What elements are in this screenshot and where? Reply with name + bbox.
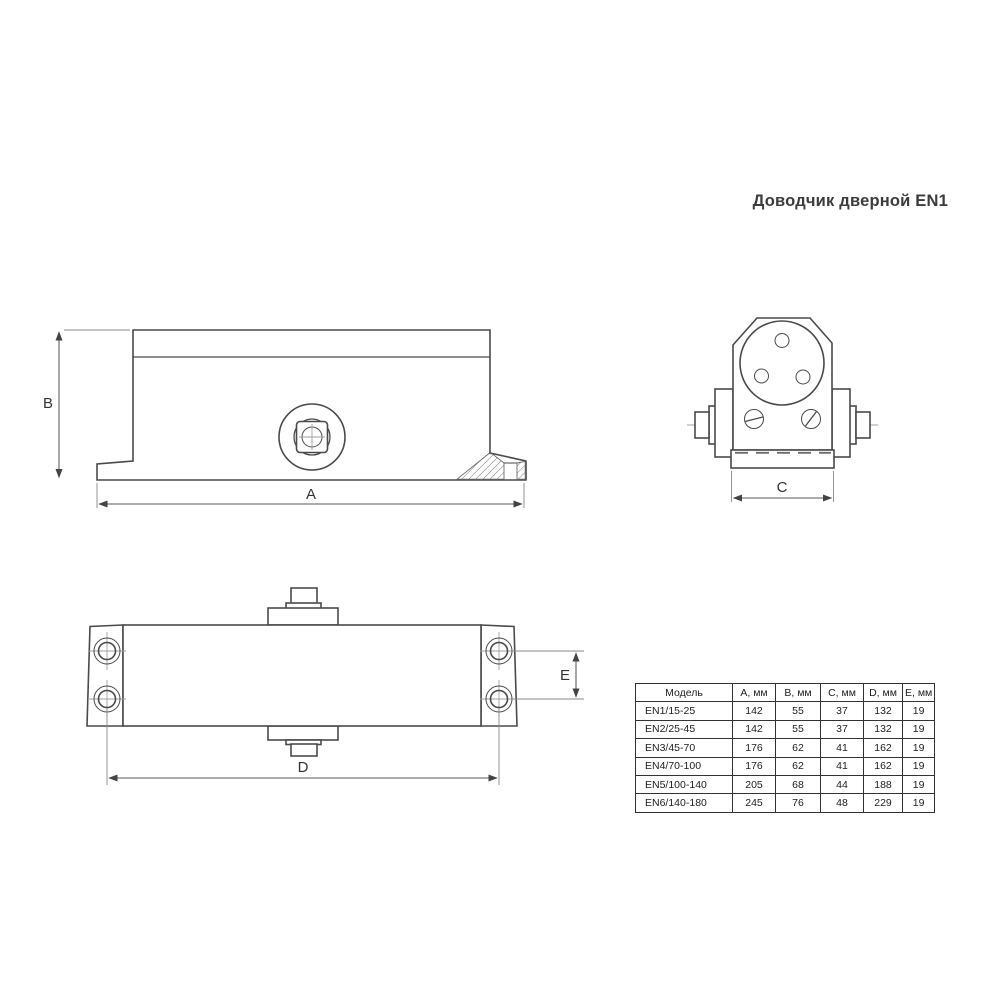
value-cell: 162 bbox=[864, 739, 903, 757]
value-cell: 19 bbox=[903, 720, 935, 738]
dimension-C bbox=[732, 471, 834, 502]
model-cell: EN3/45-70 bbox=[636, 739, 733, 757]
table-header-cell: E, мм bbox=[903, 684, 935, 702]
value-cell: 19 bbox=[903, 757, 935, 775]
value-cell: 142 bbox=[733, 720, 776, 738]
table-row bbox=[636, 720, 935, 738]
top-view-body bbox=[123, 625, 481, 726]
table-row bbox=[636, 757, 935, 775]
bottom-shaft-boss bbox=[268, 726, 338, 756]
value-cell: 55 bbox=[776, 720, 821, 738]
page-title: Доводчик дверной EN1 bbox=[752, 192, 948, 210]
value-cell: 176 bbox=[733, 739, 776, 757]
value-cell: 37 bbox=[821, 702, 864, 720]
pinion-shaft bbox=[279, 404, 345, 470]
spec-table-head bbox=[636, 684, 935, 702]
dim-label-e: E bbox=[559, 667, 571, 684]
valve-left bbox=[695, 406, 716, 444]
value-cell: 37 bbox=[821, 720, 864, 738]
value-cell: 41 bbox=[821, 757, 864, 775]
model-cell: EN5/100-140 bbox=[636, 775, 733, 793]
end-view-block-right bbox=[832, 389, 850, 457]
dimension-E bbox=[512, 651, 584, 699]
model-cell: EN2/25-45 bbox=[636, 720, 733, 738]
table-row bbox=[636, 794, 935, 812]
top-view-cap-left bbox=[87, 625, 123, 726]
value-cell: 76 bbox=[776, 794, 821, 812]
table-header-cell: C, мм bbox=[821, 684, 864, 702]
dim-label-a: A bbox=[305, 486, 317, 503]
dim-label-c: C bbox=[776, 479, 788, 496]
dim-label-d: D bbox=[297, 759, 309, 776]
value-cell: 19 bbox=[903, 739, 935, 757]
value-cell: 132 bbox=[864, 720, 903, 738]
value-cell: 229 bbox=[864, 794, 903, 812]
value-cell: 245 bbox=[733, 794, 776, 812]
value-cell: 62 bbox=[776, 757, 821, 775]
value-cell: 55 bbox=[776, 702, 821, 720]
value-cell: 68 bbox=[776, 775, 821, 793]
value-cell: 176 bbox=[733, 757, 776, 775]
end-view-block-left bbox=[715, 389, 733, 457]
top-shaft-boss bbox=[268, 588, 338, 625]
table-header-cell: D, мм bbox=[864, 684, 903, 702]
value-cell: 188 bbox=[864, 775, 903, 793]
end-view bbox=[687, 318, 878, 502]
dimension-B bbox=[43, 330, 130, 478]
value-cell: 41 bbox=[821, 739, 864, 757]
table-row bbox=[636, 702, 935, 720]
dimension-A bbox=[97, 483, 524, 508]
value-cell: 48 bbox=[821, 794, 864, 812]
table-row bbox=[636, 775, 935, 793]
value-cell: 19 bbox=[903, 794, 935, 812]
value-cell: 205 bbox=[733, 775, 776, 793]
value-cell: 19 bbox=[903, 702, 935, 720]
value-cell: 44 bbox=[821, 775, 864, 793]
table-header-cell: A, мм bbox=[733, 684, 776, 702]
top-view bbox=[87, 588, 584, 785]
spec-table bbox=[635, 683, 935, 813]
table-header-cell: Модель bbox=[636, 684, 733, 702]
value-cell: 62 bbox=[776, 739, 821, 757]
spec-table-body bbox=[636, 702, 935, 812]
value-cell: 19 bbox=[903, 775, 935, 793]
side-view bbox=[43, 330, 526, 508]
table-row bbox=[636, 739, 935, 757]
valve-right bbox=[849, 406, 870, 444]
dim-label-b: B bbox=[42, 395, 54, 412]
model-cell: EN6/140-180 bbox=[636, 794, 733, 812]
model-cell: EN4/70-100 bbox=[636, 757, 733, 775]
model-cell: EN1/15-25 bbox=[636, 702, 733, 720]
value-cell: 132 bbox=[864, 702, 903, 720]
section-hatch-edge bbox=[517, 461, 525, 479]
table-header-cell: B, мм bbox=[776, 684, 821, 702]
value-cell: 142 bbox=[733, 702, 776, 720]
value-cell: 162 bbox=[864, 757, 903, 775]
